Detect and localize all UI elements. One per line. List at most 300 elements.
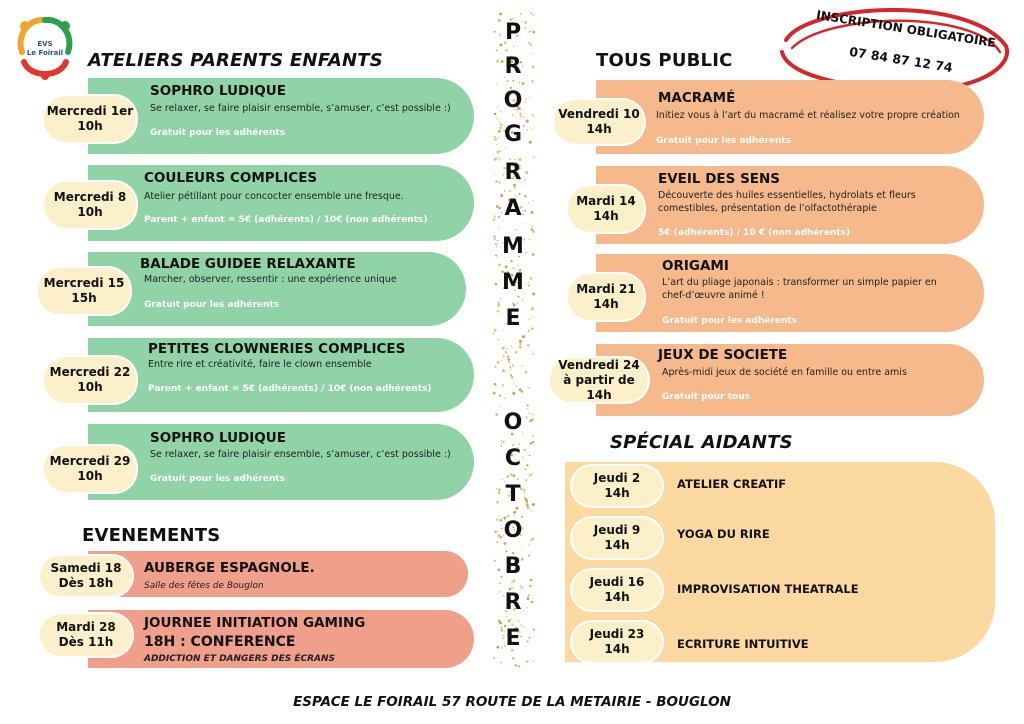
glitter-dot [521,550,522,551]
atelier-price: Gratuit pour les adhérents [150,128,286,138]
glitter-dot [530,13,532,15]
glitter-dot [494,113,497,116]
glitter-dot [531,211,534,214]
date-time: 14h [604,642,630,656]
glitter-dot [531,327,534,330]
glitter-dot [519,443,520,444]
glitter-dot [525,371,528,374]
glitter-dot [532,435,534,437]
date-day: Mercredi 15 [43,276,125,290]
glitter-dot [498,228,499,229]
date-time: 10h [77,469,103,483]
glitter-dot [501,359,503,361]
month-letter: E [505,626,521,651]
glitter-dot [510,473,513,476]
aidants-activity: IMPROVISATION THEATRALE [677,582,859,596]
public-title: MACRAMÉ [658,90,736,106]
glitter-dot [532,253,535,256]
glitter-dot [496,84,497,85]
public-date-3 [568,274,644,320]
glitter-dot [515,351,518,354]
glitter-dot [511,587,513,589]
glitter-dot [522,82,525,85]
glitter-dot [511,260,513,262]
glitter-dot [515,664,517,666]
glitter-dot [499,621,502,624]
date-time: à partir de 14h [563,372,635,402]
glitter-dot [519,346,522,349]
evs-logo [12,12,78,84]
glitter-dot [504,398,505,399]
glitter-dot [516,507,519,510]
glitter-dot [514,187,516,189]
glitter-dot [532,31,535,34]
date-time: 15h [71,291,97,305]
month-letter: R [504,590,522,615]
glitter-dot [518,296,520,298]
glitter-dot [509,366,511,368]
date-day: Vendredi 10 [558,107,640,121]
programme-letter: G [503,122,523,147]
glitter-dot [529,585,531,587]
glitter-dot [496,144,497,145]
date-time: 14h [593,209,619,223]
glitter-dot [494,383,497,386]
glitter-dot [499,150,501,152]
atelier-date-3 [38,268,130,314]
event-date-1 [40,556,132,596]
programme-letter: R [504,160,522,185]
date-day: Jeudi 23 [589,627,645,641]
atelier-card-5 [88,424,474,500]
logo-text-foirail: Le Foirail [26,49,64,57]
glitter-dot [529,318,531,320]
glitter-dot [502,369,504,371]
glitter-dot [494,158,497,161]
glitter-dot [498,301,500,303]
glitter-dot [533,15,534,16]
glitter-dot [532,441,534,443]
glitter-dot [494,173,495,174]
date-day: Mercredi 22 [49,365,131,379]
atelier-desc: Se relaxer, se faire plaisir ensemble, s’amuser, c’est possible :) [150,449,451,460]
glitter-dot [527,404,529,406]
glitter-dot [532,230,535,233]
glitter-dot [528,555,530,557]
glitter-dot [496,49,498,51]
glitter-dot [494,329,497,332]
glitter-dot [532,413,534,415]
glitter-dot [493,392,496,395]
glitter-dot [508,619,511,622]
aidants-date-2 [572,518,662,558]
glitter-dot [520,585,522,587]
glitter-dot [498,157,499,158]
glitter-dot [499,13,502,16]
aidants-activity: ECRITURE INTUITIVE [677,637,809,651]
event-title: JOURNEE INITIATION GAMING [144,615,366,631]
date-time: 10h [77,205,103,219]
glitter-dot [517,303,518,304]
aidants-section-title: SPÉCIAL AIDANTS [610,432,793,453]
glitter-dot [512,80,514,82]
public-section-title: TOUS PUBLIC [596,50,733,71]
public-desc: Initiez vous à l’art du macramé et réalisez votre propre création [656,110,960,121]
glitter-dot [494,238,496,240]
event-card-1 [88,551,468,597]
month-letter: B [504,554,522,579]
glitter-dot [499,119,500,120]
glitter-dot [493,218,496,221]
glitter-dot [506,616,507,617]
glitter-dot [513,515,515,517]
aidants-activity: ATELIER CREATIF [677,477,787,491]
glitter-dot [497,361,500,364]
atelier-price: Gratuit pour les adhérents [150,474,286,484]
glitter-dot [507,358,510,361]
event-date-2 [40,614,132,656]
glitter-dot [509,190,511,192]
glitter-dot [532,473,533,474]
glitter-dot [511,346,512,347]
glitter-dot [499,395,501,397]
public-desc: L’art du pliage japonais : transformer un simple papier en chef-d’œuvre animé ! [662,277,937,301]
glitter-dot [495,255,497,257]
glitter-dot [528,544,529,545]
glitter-dot [502,347,505,350]
glitter-dot [532,576,533,577]
glitter-dot [512,302,514,304]
glitter-dot [512,392,515,395]
glitter-dot [510,369,512,371]
glitter-dot [526,660,529,663]
glitter-dot [503,355,505,357]
glitter-dot [530,579,533,582]
glitter-dot [494,136,496,138]
glitter-dot [507,515,510,518]
atelier-card-1 [88,78,474,154]
aidants-date-3 [572,570,662,610]
month-letter: O [503,518,523,543]
glitter-dot [496,488,497,489]
glitter-dot [513,45,515,47]
event-sub: ADDICTION ET DANGERS DES ÉCRANS [144,654,336,664]
date-time: Dès 11h [58,635,114,649]
glitter-dot [505,671,506,672]
date-time: 14h [586,122,612,136]
glitter-dot [501,442,503,444]
glitter-dot [532,351,533,352]
public-price: Gratuit pour les adhérents [656,136,792,146]
programme-letter: M [502,234,524,259]
glitter-dot [495,243,497,245]
glitter-dot [501,479,502,480]
public-desc: Découverte des huiles essentielles, hydrolats et fleurs comestibles, présentation de l’olfactothérapie [658,190,916,214]
glitter-dot [530,277,533,280]
glitter-dot [531,226,533,228]
events-section-title: EVENEMENTS [82,525,221,546]
month-letter: T [505,482,521,507]
glitter-dot [528,282,529,283]
glitter-dot [507,356,509,358]
glitter-dot [503,509,504,510]
glitter-dot [494,31,496,33]
glitter-dot [532,503,535,506]
atelier-card-2 [88,165,474,241]
glitter-dot [497,339,499,341]
glitter-dot [531,601,533,603]
programme-letter: R [504,54,522,79]
glitter-dot [511,581,513,583]
glitter-dot [512,364,514,366]
date-time: 14h [604,538,630,552]
glitter-dot [498,264,501,267]
glitter-dot [511,376,514,379]
aidants-date-1 [572,466,662,506]
glitter-dot [529,141,532,144]
atelier-title: SOPHRO LUDIQUE [150,430,286,446]
public-price: 5€ (adhérents) / 10 € (non adhérents) [658,228,851,238]
date-day: Mercredi 8 [53,190,127,204]
glitter-dot [522,587,524,589]
public-date-2 [568,186,644,232]
glitter-dot [527,344,530,347]
glitter-dot [514,511,516,513]
atelier-card-4 [88,338,474,412]
public-title: EVEIL DES SENS [658,171,781,187]
date-time: 14h [604,486,630,500]
glitter-dot [531,53,532,54]
glitter-dot [529,637,531,639]
glitter-dot [531,65,534,68]
date-day: Jeudi 16 [589,575,645,589]
glitter-dot [520,13,522,15]
month-letter: O [503,410,523,435]
glitter-dot [505,351,508,354]
atelier-price: Parent + enfant = 5€ (adhérents) / 10€ (non adhérents) [144,215,428,225]
event-sub: Salle des fêtes de Bouglon [144,581,264,591]
atelier-date-4 [44,357,136,403]
event-title: AUBERGE ESPAGNOLE. [144,560,315,576]
glitter-dot [494,530,497,533]
glitter-dot [518,265,519,266]
date-day: Mercredi 29 [49,454,131,468]
programme-letter: E [505,306,521,331]
glitter-dot [528,387,530,389]
glitter-dot [529,239,531,241]
public-card-1 [596,80,984,154]
glitter-dot [501,439,503,441]
glitter-dot [499,582,501,584]
glitter-dot [503,441,505,443]
date-day: Jeudi 2 [593,471,641,485]
atelier-desc: Marcher, observer, ressentir : une expérience unique [144,274,397,285]
glitter-dot [523,117,524,118]
public-title: JEUX DE SOCIETE [658,347,788,363]
glitter-dot [493,657,495,659]
logo-text-evs: EVS [37,40,53,48]
glitter-dot [522,223,523,224]
glitter-dot [532,660,534,662]
logo-figures-icon [12,12,78,84]
glitter-dot [506,80,509,83]
date-day: Jeudi 9 [593,523,641,537]
glitter-dot [520,17,521,18]
glitter-dot [511,374,512,375]
glitter-dot [519,343,521,345]
atelier-desc: Se relaxer, se faire plaisir ensemble, s’amuser, c’est possible :) [150,103,451,114]
atelier-title: BALADE GUIDEE RELAXANTE [140,256,356,272]
glitter-dot [519,82,520,83]
aidants-date-4 [572,622,662,662]
glitter-dot [530,442,533,445]
glitter-dot [532,200,533,201]
glitter-dot [522,335,525,338]
glitter-dot [505,265,508,268]
glitter-dot [530,508,531,509]
date-day: Samedi 18 [50,561,122,575]
glitter-dot [521,390,523,392]
glitter-dot [532,353,534,355]
public-card-2 [596,166,984,244]
public-desc: Après-midi jeux de société en famille ou entre amis [662,367,907,378]
atelier-title: COULEURS COMPLICES [144,170,318,186]
glitter-dot [532,114,534,116]
glitter-dot [529,474,532,477]
month-letter: C [504,446,522,471]
aidants-activity: YOGA DU RIRE [677,527,770,541]
glitter-dot [500,406,501,407]
atelier-date-2 [44,182,136,228]
glitter-dot [513,267,515,269]
stamp-line-1: INSCRIPTION OBLIGATOIRE [815,7,997,51]
date-day: Mardi 14 [576,194,636,208]
glitter-dot [513,474,516,477]
glitter-dot [505,550,507,552]
public-card-4 [596,344,984,416]
glitter-dot [530,540,531,541]
glitter-dot [529,387,530,388]
atelier-card-3 [88,252,466,326]
glitter-dot [504,190,506,192]
glitter-dot [532,419,534,421]
glitter-dot [518,621,519,622]
glitter-dot [494,236,495,237]
programme-letter: A [504,196,522,221]
glitter-dot [494,366,496,368]
glitter-dot [502,384,504,386]
glitter-dot [513,381,514,382]
glitter-dot [511,114,513,116]
public-price: Gratuit pour tous [662,392,750,402]
glitter-dot [507,475,509,477]
glitter-dot [531,80,533,82]
event-card-2 [88,610,474,668]
event-title-2: 18H : CONFERENCE [144,634,296,650]
ateliers-section-title: ATELIERS PARENTS ENFANTS [88,50,383,71]
glitter-dot [533,156,535,158]
glitter-dot [513,580,516,583]
glitter-dot [527,408,528,409]
glitter-dot [495,283,498,286]
glitter-dot [520,115,522,117]
public-date-1 [554,100,644,144]
programme-letter: O [503,88,523,113]
atelier-price: Gratuit pour les adhérents [144,300,280,310]
glitter-dot [530,44,532,46]
glitter-dot [505,49,508,52]
glitter-dot [500,662,502,664]
glitter-dot [531,510,532,511]
date-time: 14h [604,590,630,604]
footer-address: ESPACE LE FOIRAIL 57 ROUTE DE LA METAIRIE - BOUGLON [293,694,731,710]
atelier-title: PETITES CLOWNERIES COMPLICES [148,341,406,357]
glitter-dot [511,619,512,620]
date-day: Mardi 21 [576,282,636,296]
glitter-dot [494,560,496,562]
public-title: ORIGAMI [662,258,729,274]
date-day: Vendredi 24 [558,357,640,372]
date-time: 14h [593,297,619,311]
glitter-dot [529,31,531,33]
glitter-dot [494,215,496,217]
glitter-dot [512,657,515,660]
public-date-4 [550,358,648,402]
glitter-dot [528,330,530,332]
glitter-dot [508,361,510,363]
glitter-dot [531,538,534,541]
glitter-dot [516,385,517,386]
glitter-dot [533,629,535,631]
date-day: Mercredi 1er [46,104,134,118]
glitter-dot [528,284,530,286]
glitter-dot [515,229,516,230]
atelier-date-1 [44,96,136,142]
public-card-3 [596,254,984,332]
date-time: 10h [77,380,103,394]
atelier-date-5 [44,446,136,492]
glitter-dot [519,340,522,343]
glitter-dot [493,333,495,335]
stamp-phone: 07 84 87 12 74 [848,43,954,76]
date-time: Dès 18h [58,576,114,590]
atelier-title: SOPHRO LUDIQUE [150,83,286,99]
atelier-price: Parent + enfant = 5€ (adhérents) / 10€ (non adhérents) [148,384,432,394]
glitter-dot [533,316,534,317]
glitter-dot [529,455,531,457]
glitter-dot [532,292,535,295]
date-day: Mardi 28 [56,620,116,634]
atelier-desc: Atelier pétillant pour concocter ensemble une fresque. [144,191,404,202]
glitter-dot [529,97,530,98]
glitter-dot [500,298,502,300]
glitter-dot [517,478,519,480]
atelier-desc: Entre rire et créativité, faire le clown ensemble [148,359,372,370]
glitter-dot [522,365,523,366]
glitter-dot [496,118,497,119]
glitter-dot [532,129,533,130]
public-price: Gratuit pour les adhérents [662,316,798,326]
programme-letter: M [502,270,524,295]
glitter-dot [519,193,521,195]
glitter-dot [518,665,521,668]
glitter-dot [531,307,534,310]
glitter-dot [494,138,497,141]
date-time: 10h [77,119,103,133]
glitter-dot [528,42,530,44]
glitter-dot [529,412,530,413]
glitter-dot [522,299,524,301]
